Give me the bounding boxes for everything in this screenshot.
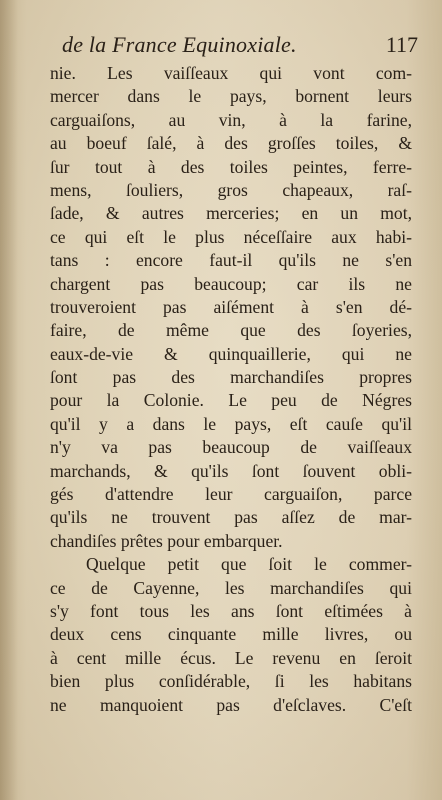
text-line: qu'il y a dans le pays, eſt cauſe qu'il: [50, 413, 412, 434]
body-text: [50, 62, 412, 717]
text-line: ce qui eſt le plus néceſſaire aux habi-: [50, 226, 412, 247]
text-line: marchands, & qu'ils ſont ſouvent obli-: [50, 460, 412, 481]
text-line: bien plus conſidérable, ſi les habitans: [50, 671, 412, 692]
text-line: tans : encore faut-il qu'ils ne s'en: [50, 250, 412, 271]
text-line: pour la Colonie. Le peu de Négres: [50, 390, 412, 411]
text-line: chandiſes prêtes pour embarquer.: [50, 530, 283, 551]
text-line: s'y font tous les ans ſont eſtimées à: [50, 600, 412, 621]
text-line: au boeuf ſalé, à des groſſes toiles, &: [50, 133, 412, 154]
text-line: trouveroient pas aiſément à s'en dé-: [50, 296, 412, 317]
paragraph-start-line: Quelque petit que ſoit le commer-: [86, 554, 412, 575]
text-line: n'y va pas beaucoup de vaiſſeaux: [50, 437, 412, 458]
text-line: gés d'attendre leur carguaiſon, parce: [50, 484, 412, 505]
text-line: eaux-de-vie & quinquaillerie, qui ne: [50, 343, 412, 364]
text-line: chargent pas beaucoup; car ils ne: [50, 273, 412, 294]
text-line: nie. Les vaiſſeaux qui vont com-: [50, 63, 412, 83]
text-line: qu'ils ne trouvent pas aſſez de mar-: [50, 507, 412, 528]
text-line: ſur tout à des toiles peintes, ferre-: [50, 156, 412, 177]
running-head: [62, 32, 418, 60]
page-number: 117: [385, 32, 418, 57]
text-line: ſade, & autres merceries; en un mot,: [50, 203, 412, 224]
text-line: à cent mille écus. Le revenu en ſeroit: [50, 647, 412, 668]
text-line: faire, de même que des ſoyeries,: [50, 320, 412, 341]
text-line: deux cens cinquante mille livres, ou: [50, 624, 412, 645]
text-line: mercer dans le pays, bornent leurs: [50, 86, 412, 107]
text-line: mens, ſouliers, gros chapeaux, raſ-: [50, 179, 412, 200]
text-line: carguaiſons, au vin, à la farine,: [50, 109, 412, 130]
text-line: ce de Cayenne, les marchandiſes qui: [50, 577, 412, 598]
text-line: ſont pas des marchandiſes propres: [50, 367, 412, 388]
running-head-title: de la France Equinoxiale.: [62, 32, 297, 57]
text-line: ne manquoient pas d'eſclaves. C'eſt: [50, 694, 412, 715]
